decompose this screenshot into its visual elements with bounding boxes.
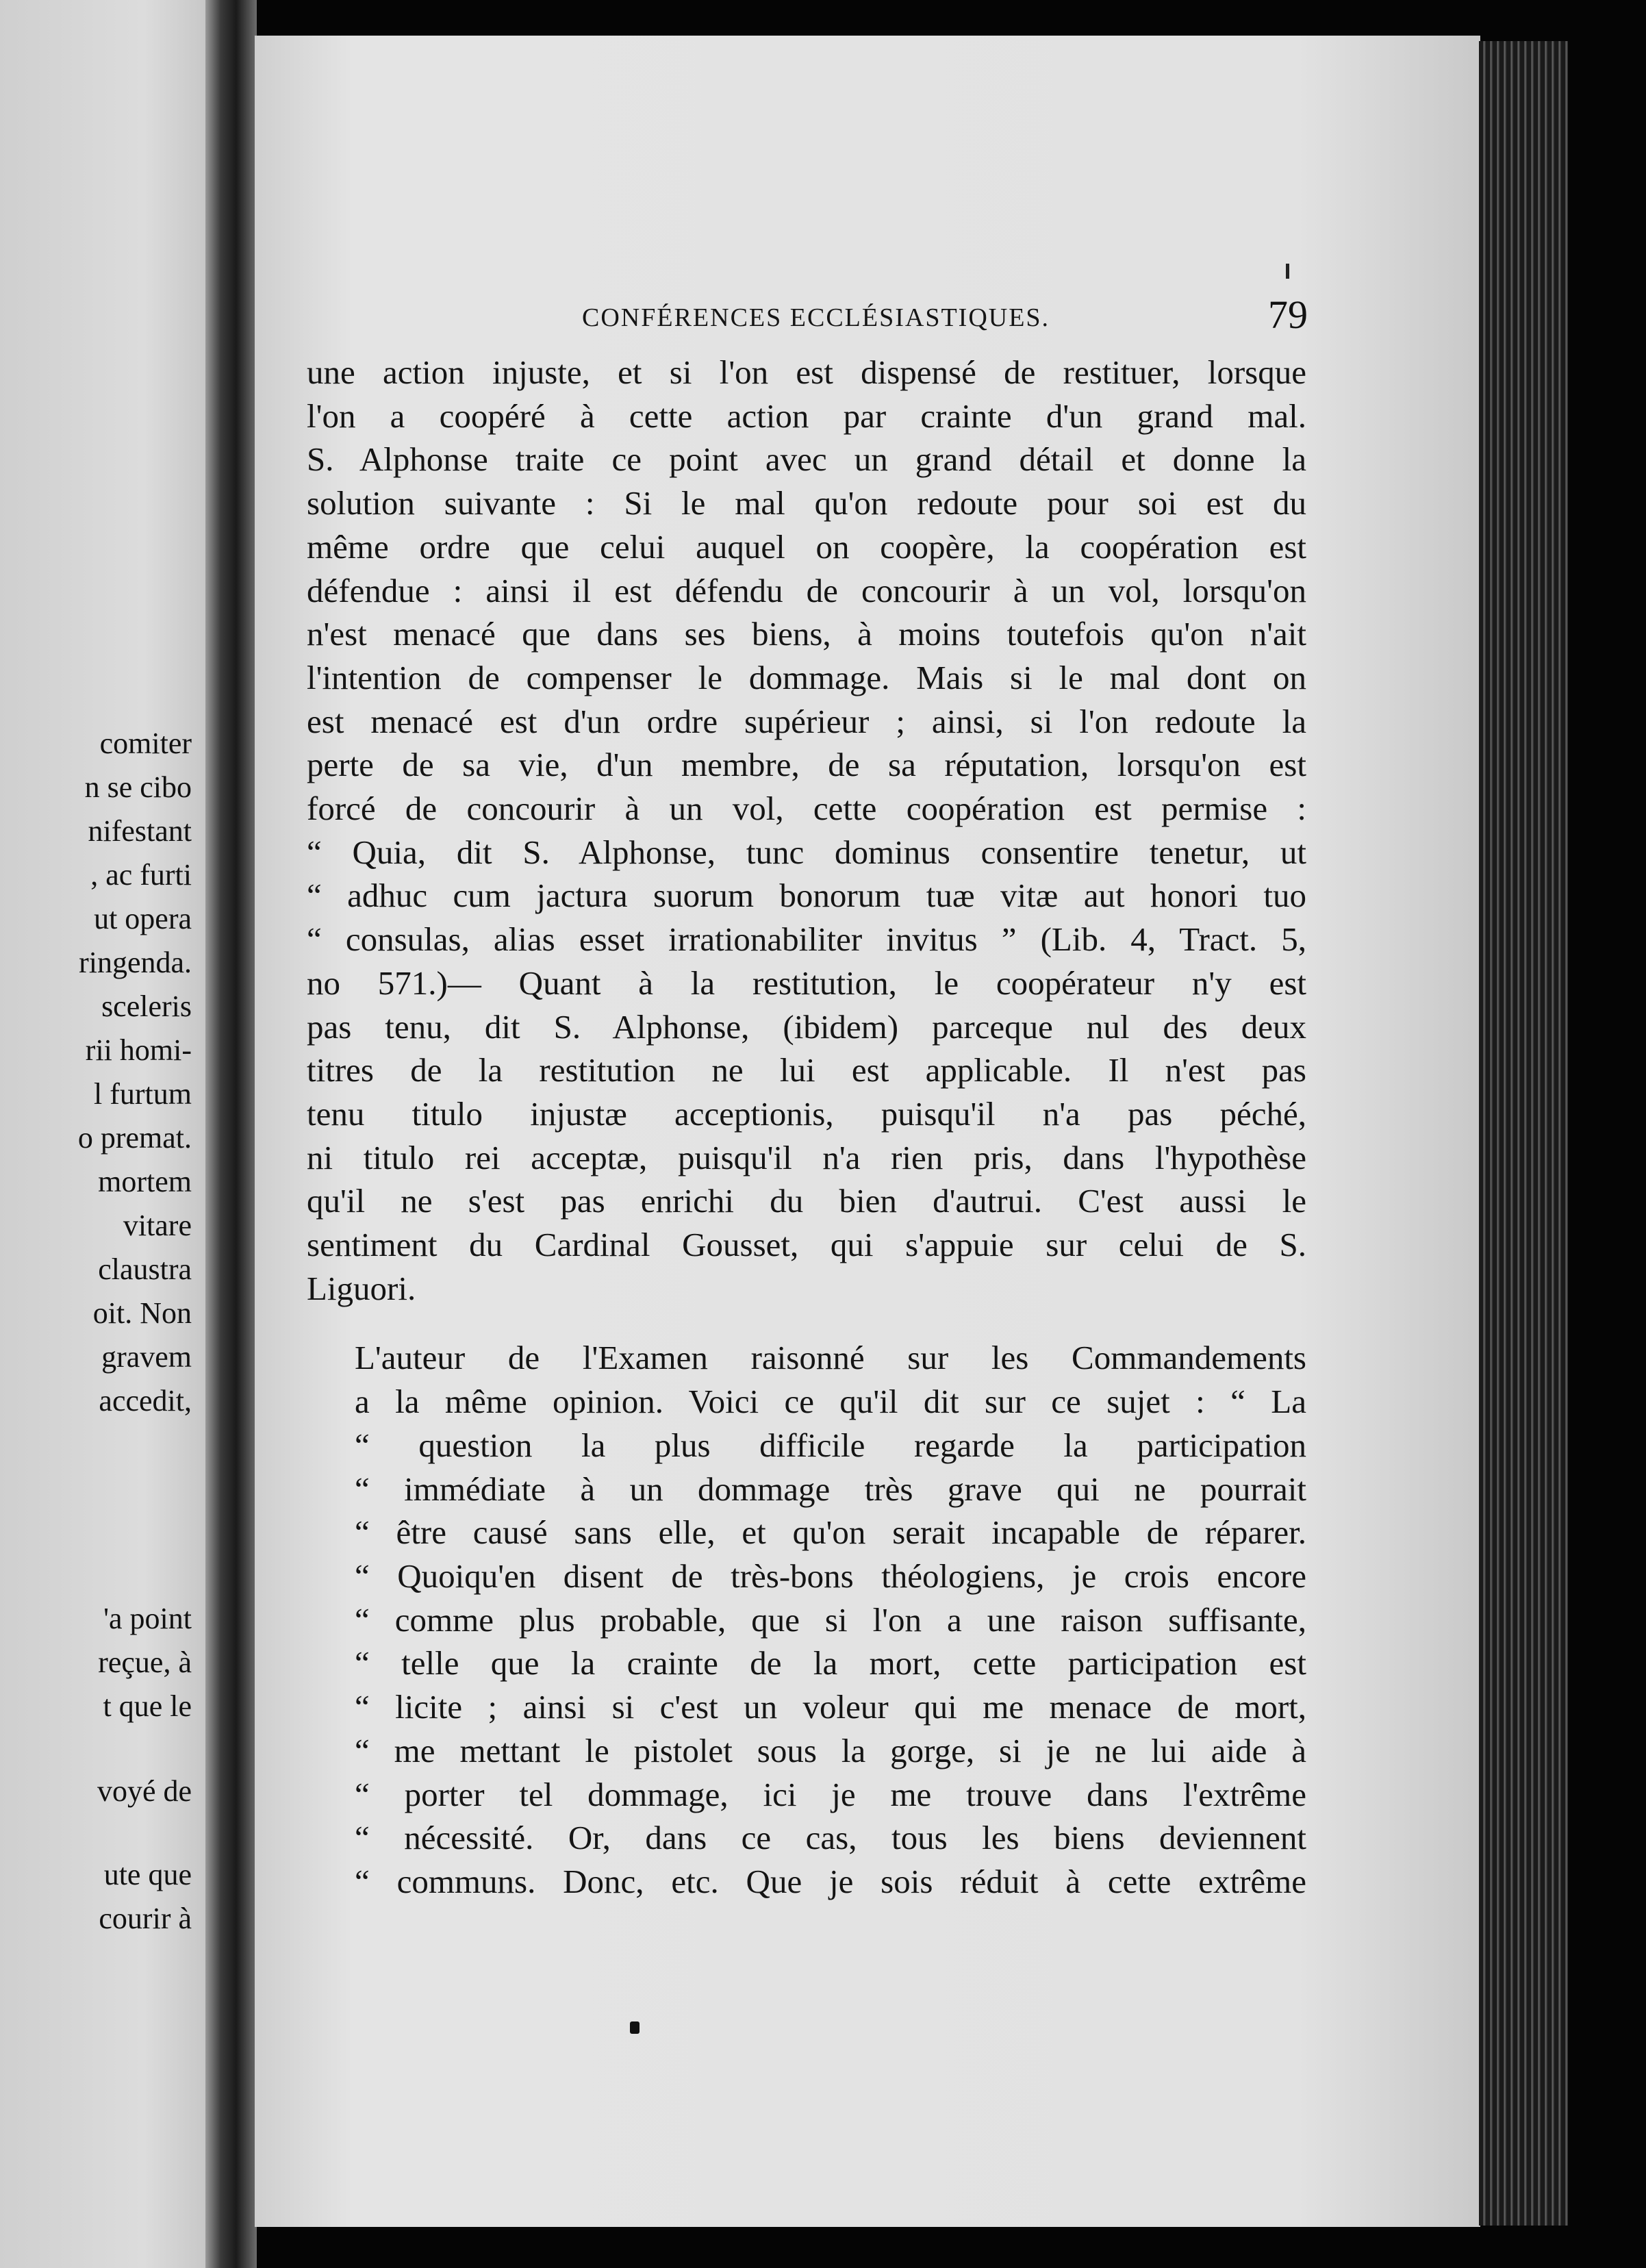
left-page-fragment: voyé de: [97, 1774, 192, 1808]
left-page-fragment: 'a point: [103, 1602, 192, 1635]
left-page-fragment: comiter: [99, 727, 192, 760]
text-line: “ licite ; ainsi si c'est un voleur qui me menace de mort,: [355, 1688, 1306, 1726]
text-line: titres de la restitution ne lui est applicable. Il n'est pas: [307, 1051, 1306, 1089]
paragraph: [307, 1336, 1306, 1903]
left-facing-page: [0, 0, 205, 2268]
left-page-fragment: accedit,: [99, 1384, 192, 1418]
ink-speck: [1286, 264, 1289, 279]
left-page-fragment: t que le: [103, 1689, 192, 1723]
text-line: “ porter tel dommage, ici je me trouve dans l'extrême: [355, 1775, 1306, 1813]
text-line: “ Quoiqu'en disent de très-bons théologiens, je crois encore: [355, 1557, 1306, 1595]
page-number: 79: [1268, 292, 1308, 337]
page-header: [329, 292, 1308, 357]
text-line: forcé de concourir à un vol, cette coopération est permise :: [307, 790, 1306, 828]
text-line: “ me mettant le pistolet sous la gorge, si je ne lui aide à: [355, 1731, 1306, 1769]
text-line: L'auteur de l'Examen raisonné sur les Commandements: [355, 1339, 1306, 1377]
running-head: CONFÉRENCES ECCLÉSIASTIQUES.: [582, 303, 1050, 332]
left-page-fragment: ute que: [103, 1858, 192, 1891]
text-line: l'on a coopéré à cette action par crainte d'un grand mal.: [307, 396, 1306, 435]
left-page-fragment: ringenda.: [79, 946, 192, 979]
book-gutter: [205, 0, 257, 2268]
left-page-fragment: ut opera: [94, 902, 192, 935]
text-line: “ communs. Donc, etc. Que je sois réduit à cette extrême: [355, 1862, 1306, 1900]
text-line: “ comme plus probable, que si l'on a une raison suffisante,: [355, 1600, 1306, 1639]
page-mark: [630, 2021, 640, 2034]
left-page-fragment: rii homi-: [85, 1033, 192, 1067]
left-page-fragment: sceleris: [101, 990, 192, 1023]
left-page-fragment: oit. Non: [92, 1296, 192, 1330]
text-line: une action injuste, et si l'on est dispensé de restituer, lorsque: [307, 353, 1306, 391]
text-line: Liguori.: [307, 1269, 416, 1307]
text-line: “ nécessité. Or, dans ce cas, tous les biens deviennent: [355, 1819, 1306, 1857]
left-page-fragment: gravem: [101, 1340, 192, 1374]
text-line: solution suivante : Si le mal qu'on redoute pour soi est du: [307, 484, 1306, 522]
text-line: même ordre que celui auquel on coopère, la coopération est: [307, 527, 1306, 566]
text-line: tenu titulo injustæ acceptionis, puisqu'il n'a pas péché,: [307, 1094, 1306, 1133]
text-line: “ immédiate à un dommage très grave qui ne pourrait: [355, 1470, 1306, 1508]
left-page-fragment: vitare: [123, 1209, 192, 1242]
text-line: est menacé est d'un ordre supérieur ; ainsi, si l'on redoute la: [307, 702, 1306, 740]
text-line: a la même opinion. Voici ce qu'il dit sur ce sujet : “ La: [355, 1383, 1306, 1421]
text-line: l'intention de compenser le dommage. Mais si le mal dont on: [307, 658, 1306, 696]
text-line: n'est menacé que dans ses biens, à moins toutefois qu'on n'ait: [307, 615, 1306, 653]
text-line: défendue : ainsi il est défendu de concourir à un vol, lorsqu'on: [307, 571, 1306, 609]
text-line: “ consulas, alias esset irrationabiliter invitus ” (Lib. 4, Tract. 5,: [307, 920, 1306, 959]
left-page-fragment: nifestant: [88, 814, 192, 848]
text-line: qu'il ne s'est pas enrichi du bien d'autrui. C'est aussi le: [307, 1182, 1306, 1220]
left-page-fragment: courir à: [99, 1902, 192, 1935]
text-line: perte de sa vie, d'un membre, de sa réputation, lorsqu'on est: [307, 746, 1306, 784]
text-line: “ question la plus difficile regarde la participation: [355, 1426, 1306, 1464]
left-page-fragment: mortem: [98, 1165, 192, 1198]
left-page-fragment: reçue, à: [98, 1646, 192, 1679]
left-page-fragment: l furtum: [94, 1077, 192, 1111]
text-line: sentiment du Cardinal Gousset, qui s'appuie sur celui de S.: [307, 1226, 1306, 1264]
text-line: pas tenu, dit S. Alphonse, (ibidem) parceque nul des deux: [307, 1007, 1306, 1046]
text-line: S. Alphonse traite ce point avec un grand détail et donne la: [307, 440, 1306, 479]
text-line: no 571.)— Quant à la restitution, le coopérateur n'y est: [307, 963, 1306, 1002]
left-page-fragment: n se cibo: [84, 770, 192, 804]
text-line: “ Quia, dit S. Alphonse, tunc dominus consentire tenetur, ut: [307, 833, 1306, 871]
text-line: “ telle que la crainte de la mort, cette participation est: [355, 1644, 1306, 1683]
left-page-fragment: o premat.: [77, 1121, 192, 1155]
paragraph: [307, 351, 1306, 1310]
left-page-fragment: , ac furti: [90, 858, 192, 892]
text-line: ni titulo rei acceptæ, puisqu'il n'a rien pris, dans l'hypothèse: [307, 1138, 1306, 1176]
body-text: [307, 351, 1306, 1904]
text-line: “ être causé sans elle, et qu'on serait incapable de réparer.: [355, 1513, 1306, 1552]
left-page-fragment: claustra: [98, 1252, 192, 1286]
text-line: “ adhuc cum jactura suorum bonorum tuæ vitæ aut honori tuo: [307, 877, 1306, 915]
page-edge-stack: [1479, 41, 1568, 2226]
